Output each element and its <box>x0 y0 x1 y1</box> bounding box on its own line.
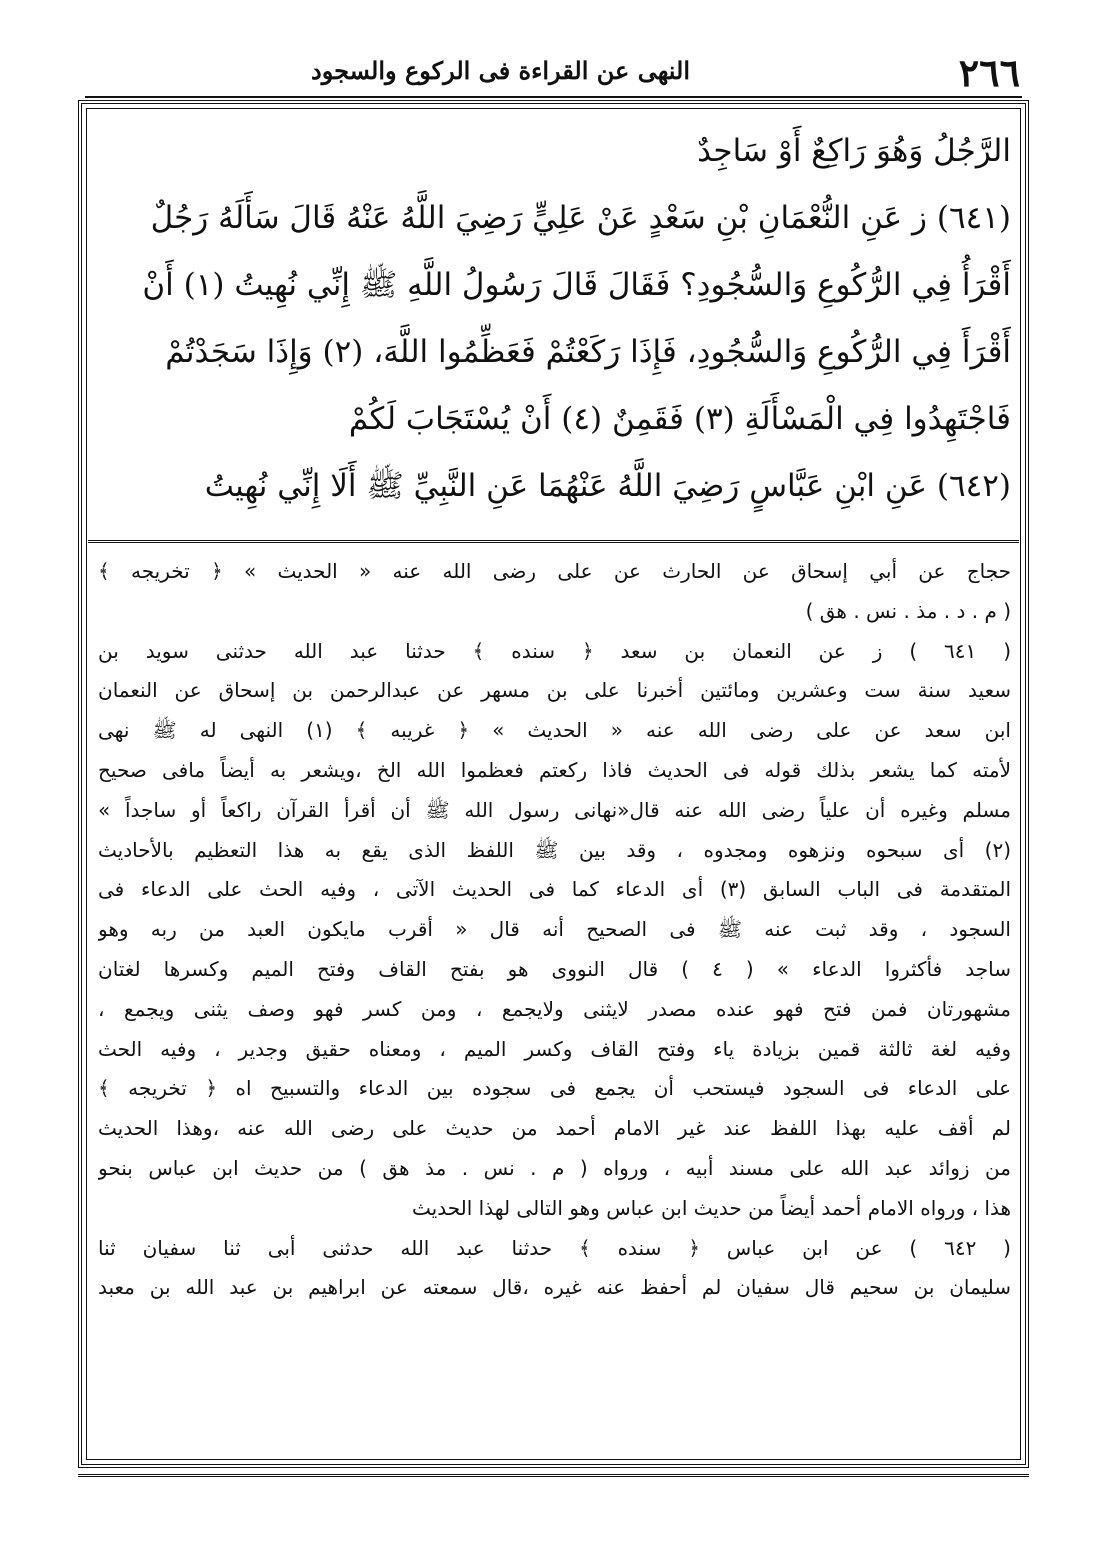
running-title: النهى عن القراءة فى الركوع والسجود <box>311 56 690 85</box>
commentary-line: السجود ، وقد ثبت عنه ﷺ فى الصحيح أنه قال « أقرب مايكون العبد من ربه وهو <box>98 917 1011 942</box>
commentary-line: سليمان بن سحيم قال سفيان لم أحفظ عنه غيره ،قال سمعته عن ابراهيم بن عبد الله بن معبد <box>98 1275 1011 1300</box>
hadith-text-block <box>96 118 1011 530</box>
hadith-line: أَقْرَأَ فِي الرُّكُوعِ وَالسُّجُودِ، فَإِذَا رَكَعْتُمْ فَعَظِّمُوا اللَّهَ، (٢) وَإِذَا سَجَدْتُمْ <box>165 334 1011 370</box>
commentary-block <box>98 552 1011 1452</box>
commentary-line: المتقدمة فى الباب السابق (٣) أى الدعاء كما فى الحديث الآتى ، وفيه الحث على الدعاء فى <box>98 877 1011 902</box>
commentary-line: مسلم وغيره أن علياً رضى الله عنه قال«نهانى رسول الله ﷺ أن أقرأ القرآن راكعاً أو ساجداً » <box>98 797 1011 822</box>
commentary-line: من زوائد عبد الله على مسند أبيه ، ورواه ( م . نس . مذ هق ) من حديث ابن عباس بنحو <box>98 1155 1011 1180</box>
commentary-line: ( م . د . مذ . نس . هق ) <box>805 598 1011 623</box>
section-divider <box>88 540 1019 543</box>
page-header <box>80 48 1020 95</box>
commentary-line: على الدعاء فى السجود فيستحب أن يجمع فى سجوده بين الدعاء والتسبيح اه ﴿ تخريجه ﴾ <box>98 1076 1011 1101</box>
commentary-line: ( ٦٤١ ) ز عن النعمان بن سعد ﴿ سنده ﴾ حدثنا عبد الله حدثنى سويد بن <box>98 638 1011 663</box>
commentary-line: ساجد فأكثروا الدعاء » ( ٤ ) قال النووى هو بفتح القاف وفتح الميم وكسرها لغتان <box>98 956 1011 981</box>
commentary-line: سعيد سنة ست وعشرين ومائتين أخبرنا على بن مسهر عن عبدالرحمن بن إسحاق عن النعمان <box>98 678 1011 703</box>
commentary-line: هذا ، ورواه الامام أحمد أيضاً من حديث ابن عباس وهو التالى لهذا الحديث <box>412 1195 1011 1220</box>
page-number: ٢٦٦ <box>958 50 1020 95</box>
commentary-line: حجاج عن أبي إسحاق عن الحارث عن على رضى الله عنه « الحديث » ﴿ تخريجه ﴾ <box>98 559 1011 583</box>
hadith-line: (٦٤١) ز عَنِ النُّعْمَانِ بْنِ سَعْدٍ عَنْ عَلِيٍّ رَضِيَ اللَّهُ عَنْهُ قَالَ سَأَلَهُ رَجُلٌ <box>150 200 1011 236</box>
hadith-line: أَقْرَأُ فِي الرُّكُوعِ وَالسُّجُودِ؟ فَقَالَ قَالَ رَسُولُ اللَّهِ ﷺ إِنِّي نُهِيتُ (١) أَنْ <box>142 267 1011 303</box>
commentary-line: لأمته كما يشعر بذلك قوله فى الحديث فاذا ركعتم فعظموا الله الخ ،ويشعر به أيضاً مافى صحيح <box>98 757 1011 782</box>
commentary-line: ابن سعد عن على رضى الله عنه « الحديث » ﴿ غريبه ﴾ (١) النهى له ﷺ نهى <box>98 718 1011 743</box>
header-rule <box>85 96 1022 98</box>
hadith-line: فَاجْتَهِدُوا فِي الْمَسْأَلَةِ (٣) فَقَمِنٌ (٤) أَنْ يُسْتَجَابَ لَكُمْ <box>348 401 1011 437</box>
commentary-line: لم أقف عليه بهذا اللفظ عند غير الامام أحمد من حديث على رضى الله عنه ،وهذا الحديث <box>98 1116 1011 1141</box>
hadith-line: الرَّجُلُ وَهُوَ رَاكِعٌ أَوْ سَاجِدٌ <box>697 133 1011 169</box>
commentary-line: مشهورتان فمن فتح فهو عنده مصدر لايثنى ولايجمع ، ومن كسر فهو وصف يثنى ويجمع ، <box>98 996 1011 1021</box>
bottom-rule <box>78 1474 1029 1477</box>
commentary-line: (٢) أى سبحوه ونزهوه ومجدوه ، وقد بين ﷺ اللفظ الذى يقع به هذا التعظيم بالأحاديث <box>98 837 1011 862</box>
commentary-line: ( ٦٤٢ ) عن ابن عباس ﴿ سنده ﴾ حدثنا عبد الله حدثنى أبى ثنا سفيان ثنا <box>98 1235 1011 1260</box>
hadith-line: (٦٤٢) عَنِ ابْنِ عَبَّاسٍ رَضِيَ اللَّهُ عَنْهُمَا عَنِ النَّبِيِّ ﷺ أَلَا إِنِّي نُهِيتُ <box>204 468 1011 504</box>
commentary-line: وفيه لغة ثالثة قمين بزيادة ياء وفتح القاف وكسر الميم ، ومعناه حقيق وجدير ، وفيه الحث <box>98 1036 1011 1061</box>
